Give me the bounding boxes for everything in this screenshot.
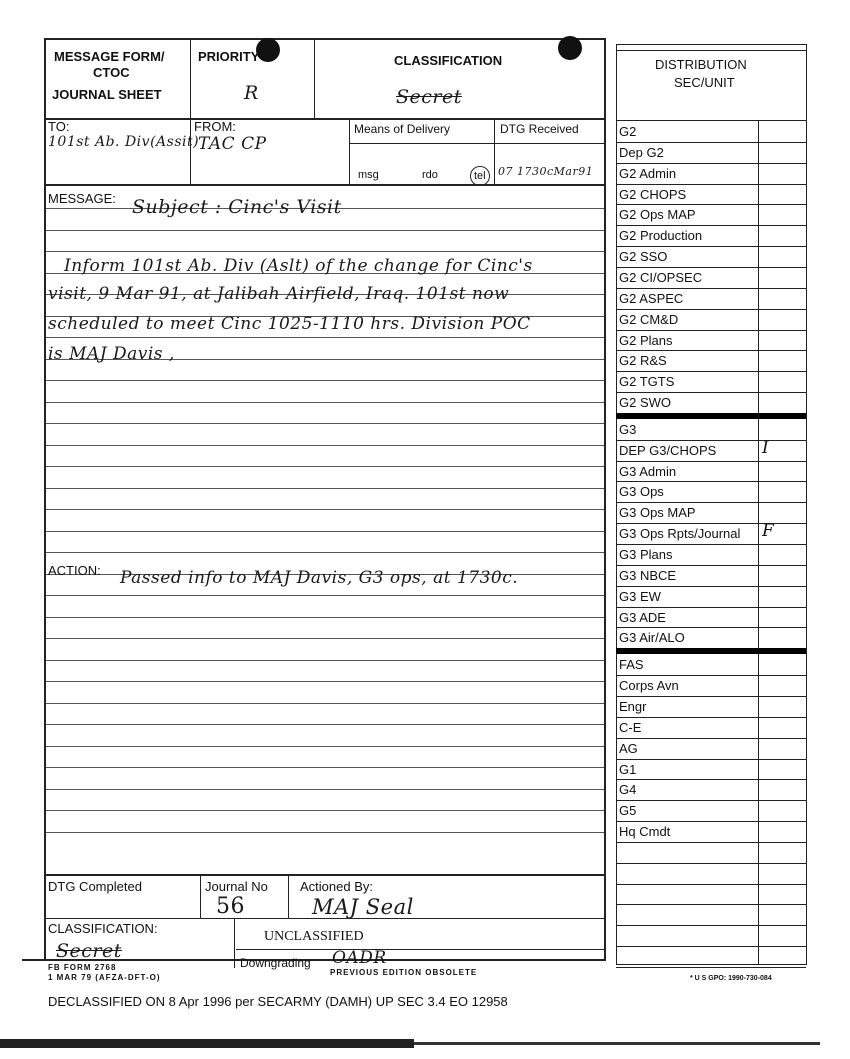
action-value: Passed info to MAJ Davis, G3 ops, at 1730c. xyxy=(120,568,519,588)
distribution-row xyxy=(616,842,806,863)
distribution-row-label: G5 xyxy=(619,803,637,818)
footer-classification-value: Secret xyxy=(56,940,122,962)
distribution-row xyxy=(616,565,806,586)
distribution-row-label: G3 Ops xyxy=(619,484,664,499)
distribution-row-label: G3 Ops MAP xyxy=(619,505,696,520)
distribution-row-label: Engr xyxy=(619,699,647,714)
ruled-line xyxy=(46,445,604,446)
distribution-row xyxy=(616,800,806,821)
message-line-1: Inform 101st Ab. Div (Aslt) of the change for Cinc's xyxy=(64,256,533,276)
distribution-row xyxy=(616,904,806,925)
to-value: 101st Ab. Div(Assit) xyxy=(48,134,200,150)
distribution-row xyxy=(616,481,806,502)
distribution-row xyxy=(616,440,806,461)
means-of-delivery-label: Means of Delivery xyxy=(354,122,451,136)
priority-value: R xyxy=(244,82,259,104)
distribution-row xyxy=(616,884,806,905)
ruled-line xyxy=(46,746,604,747)
message-label: MESSAGE: xyxy=(48,191,116,206)
distribution-row xyxy=(616,607,806,628)
distribution-row-label: AG xyxy=(619,741,638,756)
distribution-row xyxy=(616,654,806,675)
distribution-row xyxy=(616,627,806,648)
distribution-row xyxy=(616,523,806,544)
from-value: TAC CP xyxy=(198,134,267,154)
form-number-line1: FB FORM 2768 xyxy=(48,963,117,972)
distribution-row-label: G3 xyxy=(619,422,637,437)
distribution-row-label: C-E xyxy=(619,720,642,735)
ruled-line xyxy=(46,380,604,381)
distribution-row xyxy=(616,675,806,696)
actioned-by-value: MAJ Seal xyxy=(312,895,414,919)
actioned-by-label: Actioned By: xyxy=(300,879,373,894)
distribution-row-label: G4 xyxy=(619,782,637,797)
punch-hole-left xyxy=(256,38,280,62)
distribution-row-label: G2 SWO xyxy=(619,395,672,410)
distribution-row xyxy=(616,204,806,225)
distribution-row-label: G2 SSO xyxy=(619,249,668,264)
downgrading-label: Downgrading xyxy=(240,956,311,970)
distribution-row-label: G2 xyxy=(619,124,637,139)
gpo-note: * U S GPO: 1990-730-084 xyxy=(690,975,772,982)
ruled-line xyxy=(46,509,604,510)
distribution-row-mark: F xyxy=(762,521,774,541)
journal-no-label: Journal No xyxy=(205,879,268,894)
distribution-row-label: Hq Cmdt xyxy=(619,824,671,839)
distribution-row xyxy=(616,696,806,717)
means-option-msg: msg xyxy=(358,169,379,181)
ruled-line xyxy=(46,767,604,768)
classification-value: Secret xyxy=(396,86,462,108)
distribution-row xyxy=(616,350,806,371)
distribution-row-label: G2 CM&D xyxy=(619,312,679,327)
message-line-3: scheduled to meet Cinc 1025-1110 hrs. Division POC xyxy=(48,314,531,334)
distribution-row xyxy=(616,738,806,759)
footer-classification-label: CLASSIFICATION: xyxy=(48,921,158,936)
distribution-row xyxy=(616,863,806,884)
distribution-row-label: G3 NBCE xyxy=(619,568,677,583)
ruled-line xyxy=(46,423,604,424)
distribution-row xyxy=(616,779,806,800)
distribution-row-label: G3 Ops Rpts/Journal xyxy=(619,526,741,541)
ruled-line xyxy=(46,660,604,661)
distribution-row-label: Corps Avn xyxy=(619,678,679,693)
ruled-line xyxy=(46,810,604,811)
distribution-row xyxy=(616,267,806,288)
ruled-line xyxy=(46,681,604,682)
distribution-row xyxy=(616,502,806,523)
form-title-line3: JOURNAL SHEET xyxy=(52,87,162,102)
distribution-row-label: G3 Admin xyxy=(619,464,677,479)
distribution-row xyxy=(616,225,806,246)
distribution-row xyxy=(616,121,806,142)
ruled-line xyxy=(46,402,604,403)
ruled-line xyxy=(46,552,604,553)
means-option-rdo: rdo xyxy=(422,169,438,181)
distribution-row-label: G2 CI/OPSEC xyxy=(619,270,703,285)
ruled-line xyxy=(46,531,604,532)
from-label: FROM: xyxy=(194,119,236,134)
message-subject: Subject : Cinc's Visit xyxy=(132,196,342,218)
dtg-received-value: 07 1730cMar91 xyxy=(498,165,594,178)
to-label: TO: xyxy=(48,119,70,134)
distribution-row xyxy=(616,821,806,842)
distribution-row xyxy=(616,163,806,184)
distribution-row-line xyxy=(616,967,806,968)
ruled-line xyxy=(46,724,604,725)
distribution-row-label: G3 EW xyxy=(619,589,661,604)
distribution-row xyxy=(616,309,806,330)
distribution-row-label: G1 xyxy=(619,762,637,777)
distribution-row-label: G2 TGTS xyxy=(619,374,675,389)
ruled-line xyxy=(46,617,604,618)
ruled-line xyxy=(46,832,604,833)
ruled-line xyxy=(46,789,604,790)
distribution-row-label: FAS xyxy=(619,657,644,672)
distribution-row xyxy=(616,184,806,205)
distribution-row-label: G3 Plans xyxy=(619,547,673,562)
ruled-line xyxy=(46,488,604,489)
distribution-row-mark: I xyxy=(762,438,769,458)
ruled-line xyxy=(46,703,604,704)
distribution-row-label: G2 Ops MAP xyxy=(619,207,696,222)
form-title-line1: MESSAGE FORM/ xyxy=(54,49,165,64)
distribution-row-label: G2 ASPEC xyxy=(619,291,684,306)
journal-no-value: 56 xyxy=(216,894,245,919)
priority-label: PRIORITY xyxy=(198,49,260,64)
distribution-row-label: G2 Admin xyxy=(619,166,677,181)
distribution-row xyxy=(616,586,806,607)
action-label: ACTION: xyxy=(48,563,101,578)
ruled-line xyxy=(46,638,604,639)
distribution-title-line1: DISTRIBUTION xyxy=(655,57,747,72)
downgrading-value: OADR xyxy=(332,948,387,968)
dtg-completed-label: DTG Completed xyxy=(48,879,142,894)
distribution-row xyxy=(616,288,806,309)
distribution-row xyxy=(616,946,806,967)
distribution-row-label: DEP G3/CHOPS xyxy=(619,443,717,458)
declassified-note: DECLASSIFIED ON 8 Apr 1996 per SECARMY (DAMH) UP SEC 3.4 EO 12958 xyxy=(48,994,508,1009)
punch-hole-right xyxy=(558,36,582,60)
distribution-row-label: G2 CHOPS xyxy=(619,187,687,202)
message-line-2: visit, 9 Mar 91, at Jalibah Airfield, Iraq. 101st now xyxy=(48,284,510,304)
previous-edition-note: PREVIOUS EDITION OBSOLETE xyxy=(330,968,478,977)
distribution-row-label: G3 ADE xyxy=(619,610,666,625)
ruled-line xyxy=(46,337,604,338)
distribution-row xyxy=(616,717,806,738)
classification-label: CLASSIFICATION xyxy=(394,53,503,68)
distribution-row xyxy=(616,371,806,392)
distribution-row-label: Dep G2 xyxy=(619,145,664,160)
ruled-line xyxy=(46,251,604,252)
distribution-row-label: G2 R&S xyxy=(619,353,667,368)
dtg-received-label: DTG Received xyxy=(500,122,579,136)
ruled-line xyxy=(46,230,604,231)
distribution-row-label: G2 Production xyxy=(619,228,703,243)
distribution-row xyxy=(616,925,806,946)
ruled-line xyxy=(46,595,604,596)
distribution-row xyxy=(616,544,806,565)
distribution-row-label: G3 Air/ALO xyxy=(619,630,685,645)
form-number-line2: 1 MAR 79 (AFZA-DFT-O) xyxy=(48,973,161,982)
distribution-row xyxy=(616,461,806,482)
means-option-tel: tel xyxy=(470,166,490,186)
message-line-4: is MAJ Davis , xyxy=(48,344,175,364)
form-title-line2: CTOC xyxy=(93,65,130,80)
distribution-row-label: G2 Plans xyxy=(619,333,673,348)
distribution-row xyxy=(616,330,806,351)
distribution-row xyxy=(616,246,806,267)
distribution-title-line2: SEC/UNIT xyxy=(674,75,735,90)
ruled-line xyxy=(46,466,604,467)
distribution-row xyxy=(616,759,806,780)
distribution-row xyxy=(616,392,806,413)
distribution-row xyxy=(616,142,806,163)
unclassified-stamp: UNCLASSIFIED xyxy=(264,929,364,944)
distribution-row xyxy=(616,419,806,440)
